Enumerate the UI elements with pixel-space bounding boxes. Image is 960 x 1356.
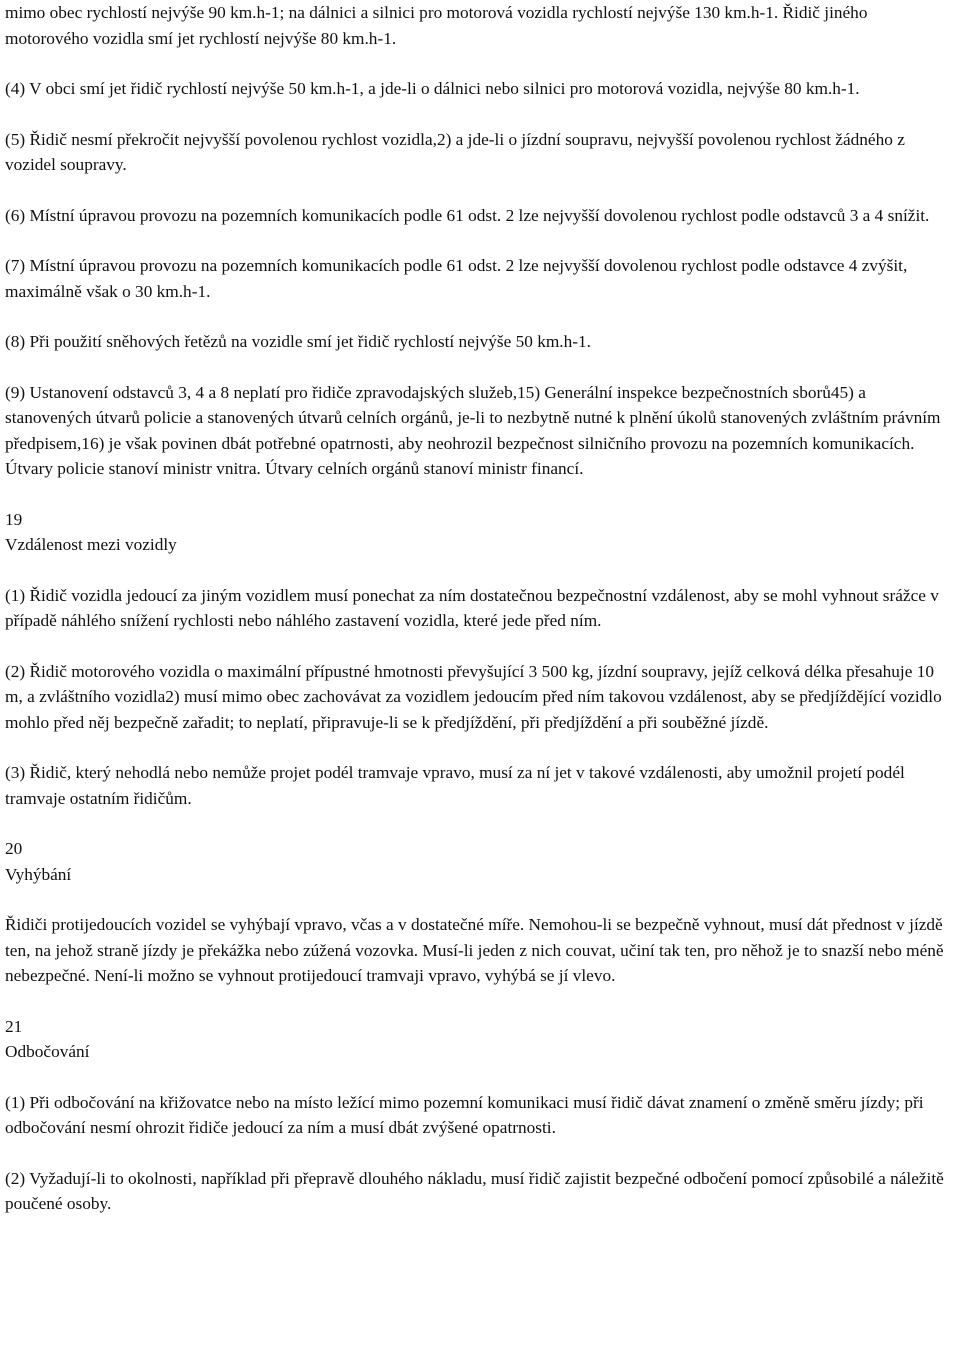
section-19 [5,507,955,558]
section-20 [5,836,955,887]
paragraph-7: (7) Místní úpravou provozu na pozemních komunikacích podle 61 odst. 2 lze nejvyšší dovolenou rychlost podle odstavce 4 zvýšit, maximálně však o 30 km.h-1. [5,256,908,301]
paragraph-5: (5) Řidič nesmí překročit nejvyšší povolenou rychlost vozidla,2) a jde-li o jízdní soupravu, nejvyšší povolenou rychlost žádného z vozidel soupravy. [5,129,905,174]
section-19-paragraph-2: (2) Řidič motorového vozidla o maximální přípustné hmotnosti převyšující 3 500 kg, jízdní soupravy, jejíž celková délka přesahuje 10 m, a zvláštního vozidla2) musí mimo obec zachovávat za vozidlem jedoucím před ním takovou vzdálenost, aby se předjíždějící vozidlo mohlo před něj bezpečně zařadit; to neplatí, připravuje-li se k předjíždění, při předjíždění a při souběžné jízdě. [5,661,942,732]
paragraph-speed-limits-outside: mimo obec rychlostí nejvýše 90 km.h-1; na dálnici a silnici pro motorová vozidla rychlostí nejvýše 130 km.h-1. Řidič jiného motorového vozidla smí jet rychlostí nejvýše 80 km.h-1. [5,3,868,48]
paragraph-9: (9) Ustanovení odstavců 3, 4 a 8 neplatí pro řidiče zpravodajských služeb,15) Generální inspekce bezpečnostních sborů45) a stanovených útvarů policie a stanovených útvarů celních orgánů, je-li to nezbytně nutné k plnění úkolů stanovených zvláštním právním předpisem,16) je však povinen dbát potřebné opatrnosti, aby neohrozil bezpečnost silničního provozu na pozemních komunikacích. Útvary policie stanoví ministr vnitra. Útvary celních orgánů stanoví ministr financí. [5,382,941,478]
section-21 [5,1014,955,1065]
section-number: 19 [5,509,23,529]
section-21-paragraph-1: (1) Při odbočování na křižovatce nebo na místo ležící mimo pozemní komunikaci musí řidič dávat znamení o změně směru jízdy; při odbočování nesmí ohrozit řidiče jedoucí za ním a musí dbát zvýšené opatrnosti. [5,1092,924,1137]
section-title: Vzdálenost mezi vozidly [5,535,177,554]
section-19-paragraph-1: (1) Řidič vozidla jedoucí za jiným vozidlem musí ponechat za ním dostatečnou bezpečnostní vzdálenost, aby se mohl vyhnout srážce v případě náhlého snížení rychlosti nebo náhlého zastavení vozidla, které jede před ním. [5,585,939,630]
section-20-paragraph-1: Řidiči protijedoucích vozidel se vyhýbají vpravo, včas a v dostatečné míře. Nemohou-li se bezpečně vyhnout, musí dát přednost v jízdě ten, na jehož straně jízdy je překážka nebo zúžená vozovka. Musí-li jeden z nich couvat, učiní tak ten, pro něhož je to snazší nebo méně nebezpečné. Není-li možno se vyhnout protijedoucí tramvaji vpravo, vyhýbá se jí vlevo. [5,915,944,985]
section-21-paragraph-2: (2) Vyžadují-li to okolnosti, například při přepravě dlouhého nákladu, musí řidič zajistit bezpečné odbočení pomocí způsobilé a náležitě poučené osoby. [5,1168,944,1213]
section-number: 21 [5,1016,23,1036]
section-title: Odbočování [5,1042,90,1061]
paragraph-4: (4) V obci smí jet řidič rychlostí nejvýše 50 km.h-1, a jde-li o dálnici nebo silnici pro motorová vozidla, nejvýše 80 km.h-1. [5,79,860,98]
section-title: Vyhýbání [5,864,72,884]
section-19-paragraph-3: (3) Řidič, který nehodlá nebo nemůže projet podél tramvaje vpravo, musí za ní jet v takové vzdálenosti, aby umožnil projetí podél tramvaje ostatním řidičům. [5,763,905,808]
document-page [5,0,955,1217]
section-number: 20 [5,839,23,858]
paragraph-8: (8) Při použití sněhových řetězů na vozidle smí jet řidič rychlostí nejvýše 50 km.h-1. [5,332,591,351]
paragraph-6: (6) Místní úpravou provozu na pozemních komunikacích podle 61 odst. 2 lze nejvyšší dovolenou rychlost podle odstavců 3 a 4 snížit. [5,205,930,225]
